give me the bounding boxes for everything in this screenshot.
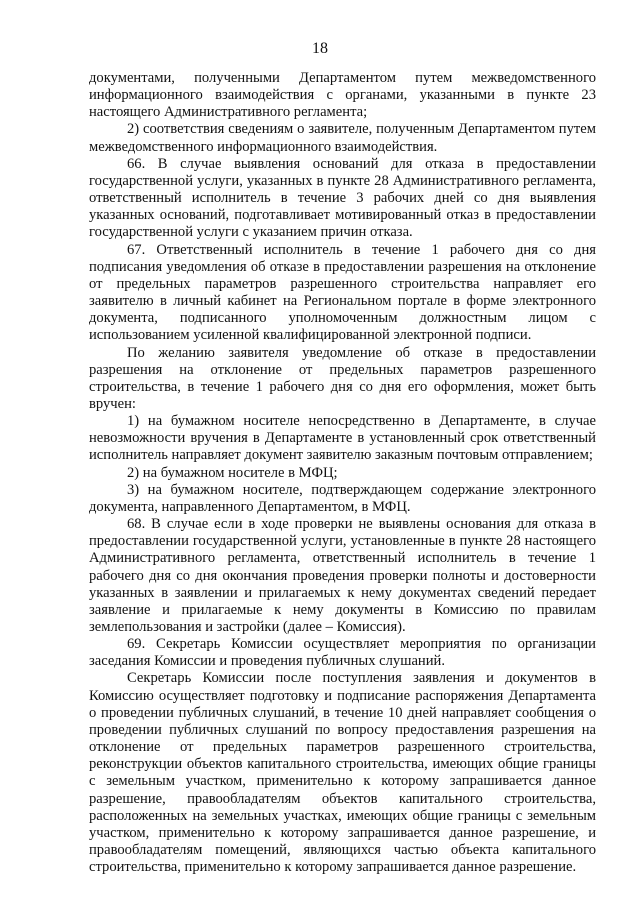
body-text	[89, 70, 596, 876]
paragraph-66: 66. В случае выявления оснований для отказа в предоставлении государственной услуги, указанных в пункте 28 Административного регламента, ответственный исполнитель в течение 3 рабочих дней со дня выявления указанных оснований, подготавливает мотивированный отказ в предоставлении государственной услуги с указанием причин отказа.	[89, 155, 596, 241]
paragraph-continuation: документами, полученными Департаментом путем межведомственного информационного взаимодействия с органами, указанными в пункте 23 настоящего Административного регламента;	[89, 70, 596, 121]
paragraph-67: 67. Ответственный исполнитель в течение 1 рабочего дня со дня подписания уведомления об отказе в предоставлении разрешения на отклонение от предельных параметров разрешенного строительства направляет его заявителю в личный кабинет на Региональном портале в форме электронного документа, подписанного уполномоченным должностным лицом с использованием усиленной квалифицированной электронной подписи.	[89, 241, 596, 344]
paragraph-delivery-2: 2) на бумажном носителе в МФЦ;	[127, 464, 338, 481]
paragraph-delivery-1: 1) на бумажном носителе непосредственно в Департаменте, в случае невозможности вручения в Департаменте в установленный срок ответственный исполнитель направляет документ заявителю заказным почтовым отправлением;	[89, 413, 596, 464]
paragraph-69: 69. Секретарь Комиссии осуществляет мероприятия по организации заседания Комиссии и проведения публичных слушаний.	[89, 636, 596, 670]
paragraph-68: 68. В случае если в ходе проверки не выявлены основания для отказа в предоставлении государственной услуги, установленные в пункте 28 настоящего Административного регламента, ответственный исполнитель в течение 1 рабочего дня со дня окончания проведения проверки полноты и достоверности указанных в заявлении и прилагаемых к нему документах сведений передает заявление и прилагаемые к нему документы в Комиссию по правилам землепользования и застройки (далее – Комиссия).	[89, 516, 596, 635]
paragraph-delivery-3: 3) на бумажном носителе, подтверждающем содержание электронного документа, направленного Департаментом, в МФЦ.	[89, 481, 596, 515]
page-number: 18	[312, 40, 328, 57]
paragraph-item-2: 2) соответствия сведениям о заявителе, полученным Департаментом путем межведомственного информационного взаимодействия.	[89, 121, 596, 155]
paragraph-secretary: Секретарь Комиссии после поступления заявления и документов в Комиссию осуществляет подготовку и подписание распоряжения Департамента о проведении публичных слушаний, в течение 10 дней направляет сообщения о проведении публичных слушаний по вопросу предоставления разрешения на отклонение от предельных параметров разрешенного строительства, реконструкции объектов капитального строительства, имеющих общие границы с земельным участком, применительно к которому запрашивается данное разрешение, правообладателям объектов капитального строительства, расположенных на земельных участках, имеющих общие границы с земельным участком, применительно к которому запрашивается данное разрешение, и правообладателям помещений, являющихся частью объекта капитального строительства, применительно к которому запрашивается данное разрешение.	[89, 670, 596, 876]
paragraph-applicant-request: По желанию заявителя уведомление об отказе в предоставлении разрешения на отклонение от предельных параметров разрешенного строительства, в течение 1 рабочего дня со дня его оформления, может быть вручен:	[89, 344, 596, 412]
